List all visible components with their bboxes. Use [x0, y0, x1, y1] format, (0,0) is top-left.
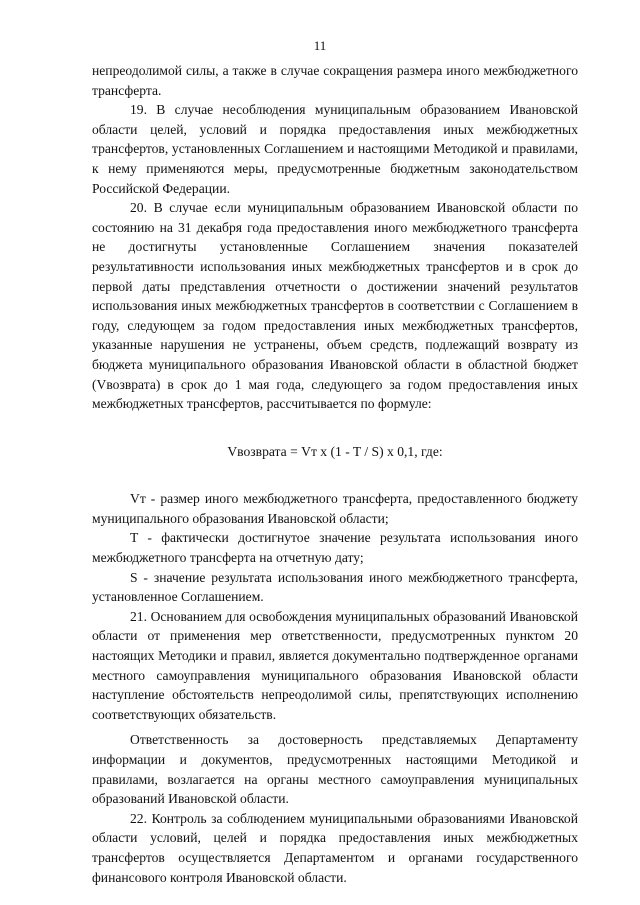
paragraph-responsibility: Ответственность за достоверность представляемых Департаменту информации и документов, предусмотренных настоящими Методикой и правилами, возлагается на органы местного самоуправления муниципальных образований Ивановской области.: [92, 732, 578, 807]
paragraph-21: 21. Основанием для освобождения муниципальных образований Ивановской области от применения мер ответственности, предусмотренных пунктом 20 настоящих Методики и правил, является документально подтвержденное органами местного самоуправления муниципального образования Ивановской области наступление обстоятельств непреодолимой силы, препятствующих исполнению соответствующих обязательств.: [92, 608, 578, 722]
paragraph-19: 19. В случае несоблюдения муниципальным образованием Ивановской области целей, условий и порядка предоставления иных межбюджетных трансфертов, установленных Соглашением и настоящими Методикой и правилами, к нему применяются меры, предусмотренные бюджетным законодательством Российской Федерации.: [92, 102, 578, 196]
paragraph-continuation: непреодолимой силы, а также в случае сокращения размера иного межбюджетного трансферта.: [92, 63, 578, 98]
paragraph-20: 20. В случае если муниципальным образованием Ивановской области по состоянию на 31 декабря года предоставления иного межбюджетного трансферта не достигнуты установленные Соглашением значения показателей результативности использования иных межбюджетных трансфертов и в срок до первой даты представления отчетности о достижении значений результатов использования иных межбюджетных трансфертов в соответствии с Соглашением в году, следующем за годом предоставления иных межбюджетных трансфертов, указанные нарушения не устранены, объем средств, подлежащий возврату из бюджета муниципального образования Ивановской области в областной бюджет (Vвозврата) в срок до 1 мая года, следующего за годом предоставления иных межбюджетных трансфертов, рассчитывается по формуле:: [92, 200, 578, 412]
paragraph-22: 22. Контроль за соблюдением муниципальными образованиями Ивановской области условий, целей и порядка предоставления иных межбюджетных трансфертов осуществляется Департаментом и органами государственного финансового контроля Ивановской области.: [92, 810, 578, 885]
formula: Vвозврата = Vт x (1 - T / S) x 0,1, где:: [227, 443, 443, 459]
definition-vt: Vт - размер иного межбюджетного трансферта, предоставленного бюджету муниципального образования Ивановской области;: [92, 491, 578, 526]
definition-s: S - значение результата использования иного межбюджетного трансферта, установленное Соглашением.: [92, 569, 578, 605]
page-number: 11: [313, 38, 327, 53]
document-body: [92, 61, 578, 887]
definition-t: T - фактически достигнутое значение результата использования иного межбюджетного трансферта на отчетную дату;: [92, 530, 578, 566]
